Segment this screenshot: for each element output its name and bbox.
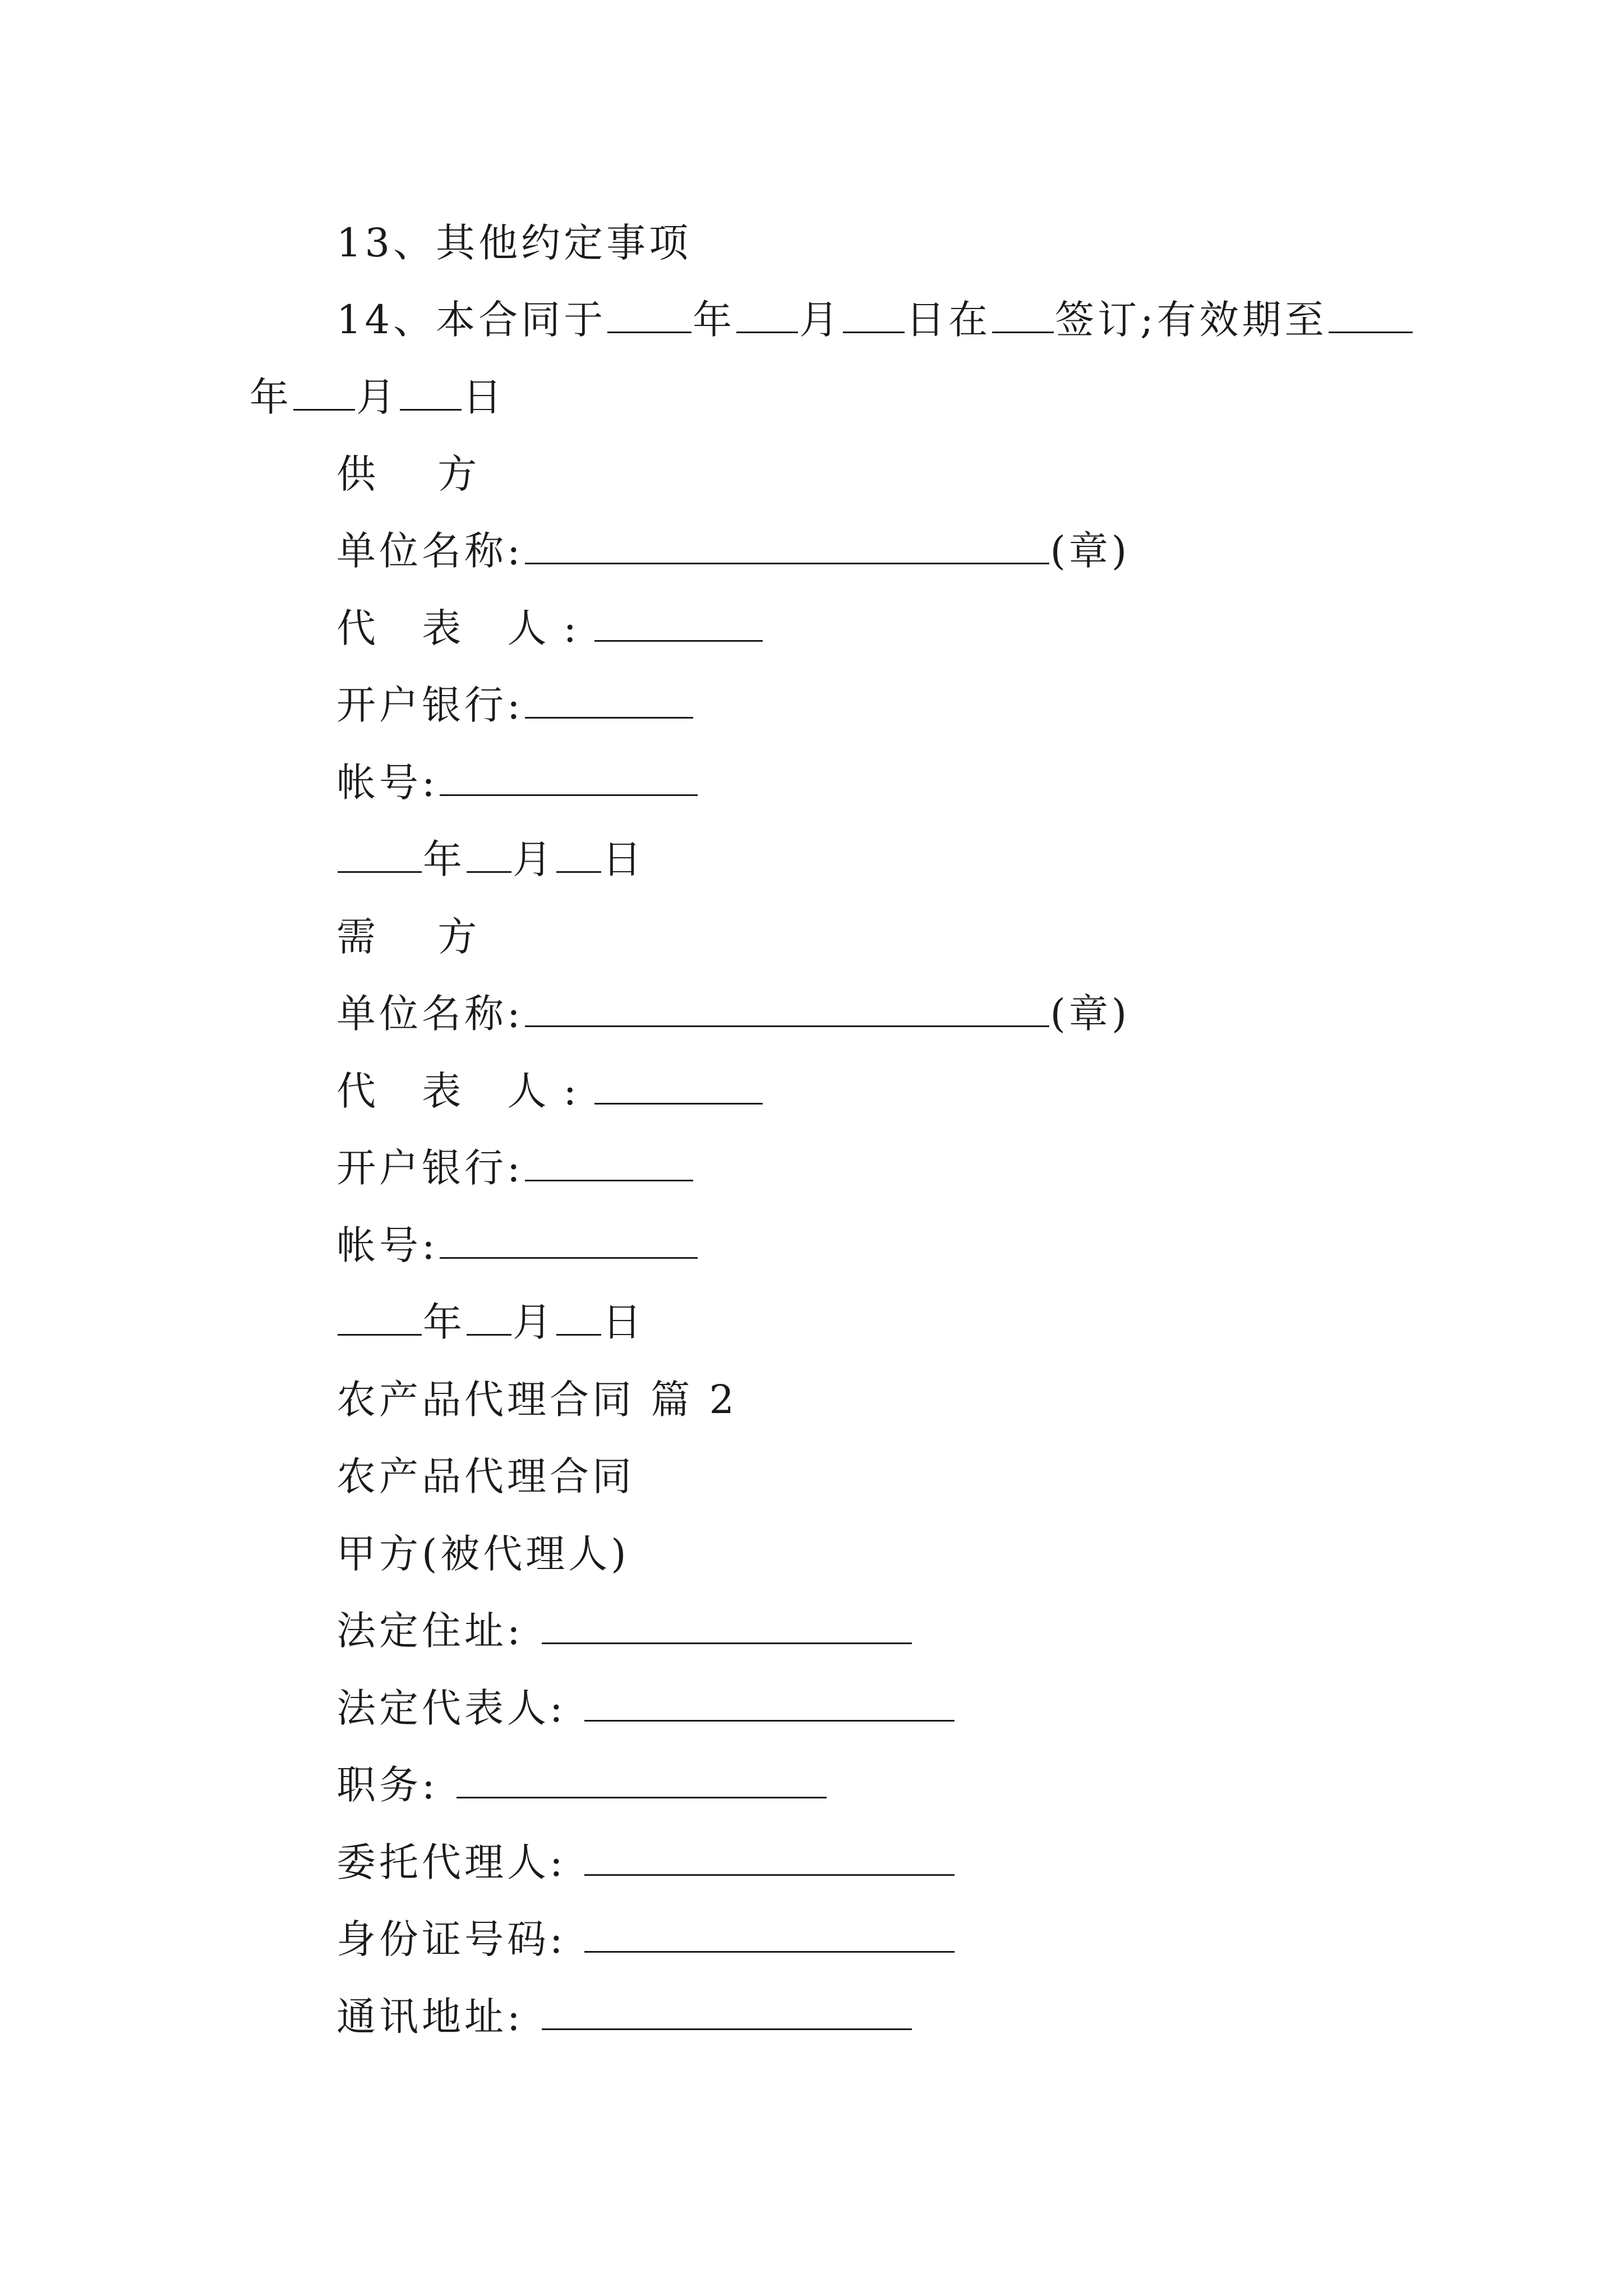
clause-13-text: 13、其他约定事项 — [336, 220, 692, 266]
unit-name-label: 单位名称: — [336, 991, 524, 1037]
position-row — [336, 1760, 828, 1810]
label-year: 年 — [423, 1299, 465, 1345]
buyer-representative — [336, 1066, 764, 1116]
supplier-unit-name — [336, 526, 1130, 576]
account-label: 帐号: — [336, 760, 439, 806]
mail-address-label: 通讯地址: — [336, 1994, 524, 2040]
label-year: 年 — [693, 297, 736, 343]
legal-rep-label: 法定代表人: — [336, 1685, 566, 1731]
legal-rep-field[interactable] — [584, 1686, 955, 1722]
clause-14-continued — [250, 372, 505, 422]
blank-year[interactable] — [607, 298, 691, 333]
agent-label: 委托代理人: — [336, 1839, 566, 1885]
party-a-heading — [336, 1529, 630, 1579]
label-at: 在 — [948, 297, 992, 343]
agent-row — [336, 1837, 956, 1888]
seal-label: (章) — [1050, 991, 1131, 1037]
buyer-account — [336, 1220, 699, 1271]
blank-place[interactable] — [992, 298, 1054, 333]
buyer-unit-name — [336, 988, 1130, 1039]
buyer-representative-field[interactable] — [594, 1069, 763, 1105]
supplier-date-month-field[interactable] — [467, 838, 511, 873]
contract-subtitle-text: 农产品代理合同 — [336, 1453, 635, 1499]
supplier-date-year-field[interactable] — [338, 838, 422, 873]
label-valid-month: 月 — [356, 374, 399, 420]
contract-subtitle — [336, 1451, 635, 1502]
blank-month[interactable] — [736, 298, 798, 333]
buyer-bank-field[interactable] — [525, 1146, 693, 1181]
bank-label: 开户银行: — [336, 1145, 524, 1191]
buyer-heading — [336, 912, 501, 962]
id-number-label: 身份证号码: — [336, 1916, 566, 1962]
account-label: 帐号: — [336, 1222, 439, 1268]
id-number-row — [336, 1914, 956, 1964]
buyer-bank — [336, 1143, 694, 1193]
section-title-text: 农产品代理合同 篇 2 — [336, 1377, 738, 1423]
bank-label: 开户银行: — [336, 682, 524, 728]
supplier-heading — [336, 449, 501, 499]
buyer-unit-name-field[interactable] — [525, 992, 1049, 1027]
buyer-label: 需 方 — [336, 914, 502, 960]
label-signed-valid: 签订;有效期至 — [1055, 297, 1327, 343]
supplier-bank — [336, 680, 694, 730]
id-number-field[interactable] — [584, 1917, 955, 1953]
buyer-date-day-field[interactable] — [556, 1300, 601, 1336]
label-day: 日 — [906, 297, 949, 343]
representative-label: 代 表 人: — [336, 1068, 594, 1114]
label-month: 月 — [513, 836, 555, 882]
section-title — [336, 1374, 737, 1425]
blank-valid-year[interactable] — [1329, 298, 1413, 333]
supplier-representative — [336, 603, 764, 654]
label-year: 年 — [423, 836, 465, 882]
supplier-bank-field[interactable] — [525, 683, 693, 719]
supplier-unit-name-field[interactable] — [525, 529, 1049, 564]
label-valid-day: 日 — [463, 374, 505, 420]
party-a-label: 甲方(被代理人) — [336, 1531, 630, 1577]
seal-label: (章) — [1050, 528, 1131, 574]
buyer-date — [336, 1297, 645, 1347]
position-label: 职务: — [336, 1762, 439, 1808]
legal-address-label: 法定住址: — [336, 1608, 524, 1654]
label-valid-year: 年 — [250, 374, 292, 420]
legal-address-row — [336, 1605, 913, 1656]
supplier-date-day-field[interactable] — [556, 838, 601, 873]
supplier-account-field[interactable] — [440, 761, 698, 796]
label-month: 月 — [513, 1299, 555, 1345]
buyer-date-month-field[interactable] — [467, 1300, 511, 1336]
supplier-label: 供 方 — [336, 451, 502, 497]
legal-address-field[interactable] — [542, 1609, 912, 1644]
supplier-date — [336, 834, 645, 885]
clause-14-prefix: 14、本合同于 — [336, 297, 607, 343]
mail-address-field[interactable] — [542, 1995, 912, 2030]
supplier-representative-field[interactable] — [594, 606, 763, 642]
agent-field[interactable] — [584, 1841, 955, 1876]
blank-valid-month[interactable] — [293, 375, 355, 411]
clause-13 — [336, 218, 691, 268]
legal-rep-row — [336, 1683, 956, 1733]
label-month: 月 — [799, 297, 842, 343]
buyer-account-field[interactable] — [440, 1223, 698, 1259]
clause-14 — [336, 295, 1414, 345]
label-day: 日 — [602, 836, 645, 882]
blank-valid-day[interactable] — [400, 375, 462, 411]
position-field[interactable] — [457, 1763, 827, 1798]
buyer-date-year-field[interactable] — [338, 1300, 422, 1336]
mail-address-row — [336, 1991, 913, 2042]
blank-day[interactable] — [843, 298, 905, 333]
representative-label: 代 表 人: — [336, 605, 594, 651]
label-day: 日 — [602, 1299, 645, 1345]
unit-name-label: 单位名称: — [336, 528, 524, 574]
supplier-account — [336, 757, 699, 808]
